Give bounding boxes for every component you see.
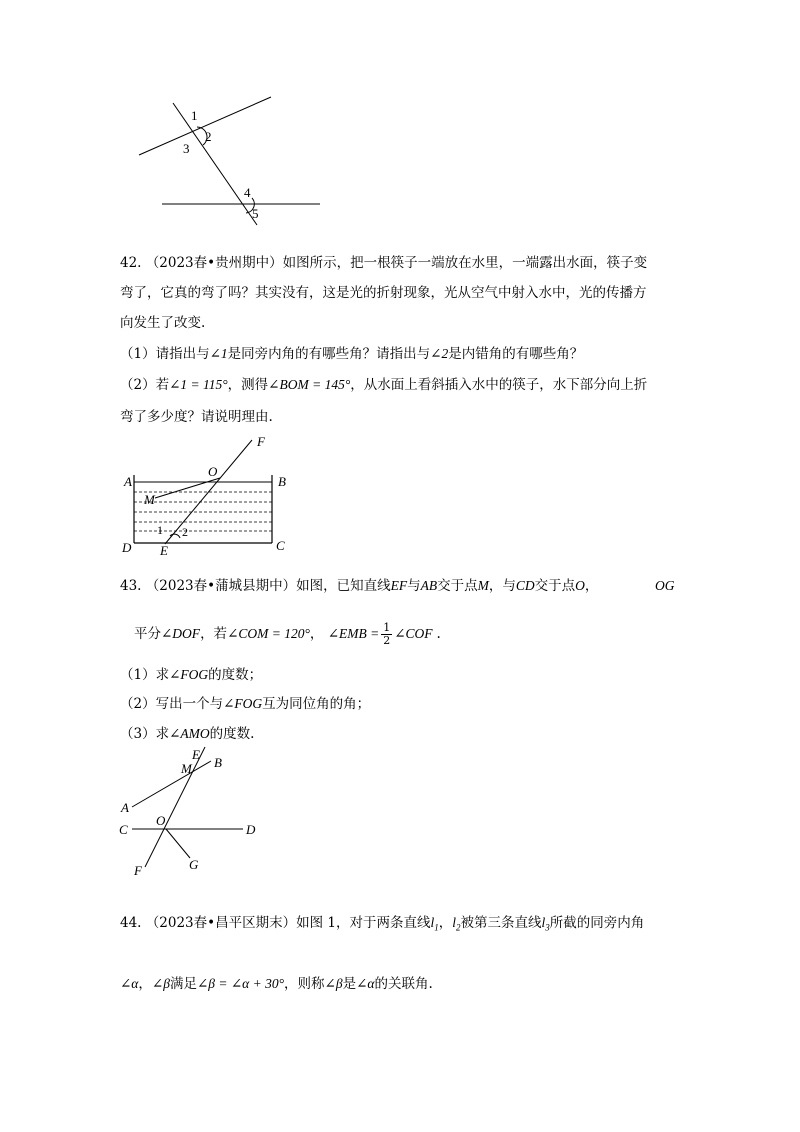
q43-text: 交于点 bbox=[437, 578, 478, 594]
q43-number: 43. bbox=[120, 578, 142, 594]
q42-part-2 bbox=[120, 375, 647, 395]
q44-beta: ∠β bbox=[324, 976, 343, 991]
label-M: M bbox=[144, 492, 155, 507]
fraction-denominator: 2 bbox=[383, 634, 391, 647]
q43-p2-text2: 互为同位角的角； bbox=[262, 696, 371, 712]
q44-beta: ∠β bbox=[151, 976, 170, 991]
q42-p1-angle2: ∠2 bbox=[430, 346, 449, 361]
q43-COF: ∠COF bbox=[394, 626, 433, 641]
q43-p1-angle: ∠FOG bbox=[169, 667, 209, 682]
q44-line-2 bbox=[120, 974, 433, 994]
chopstick-refracted bbox=[155, 478, 220, 498]
q43-text: ， bbox=[309, 626, 324, 642]
q44-text: 是 bbox=[342, 976, 357, 992]
label-F: F bbox=[134, 863, 142, 878]
q43-AB: AB bbox=[420, 578, 438, 593]
label-B: B bbox=[214, 755, 222, 770]
angle-label-2: 2 bbox=[205, 129, 212, 144]
q42-p1-text2: 是同旁内角的有哪些角？请指出与 bbox=[227, 346, 431, 362]
q43-part-2 bbox=[120, 694, 370, 714]
q43-source: （2023春•蒲城县期中） bbox=[145, 578, 297, 594]
angle-label-3: 3 bbox=[183, 141, 190, 156]
line-EF bbox=[145, 747, 205, 867]
q44-text: 如图 1，对于两条直线 bbox=[296, 915, 431, 931]
l1-letter: l bbox=[430, 915, 435, 930]
l3-letter: l bbox=[541, 915, 546, 930]
q43-p1-text: （1）求 bbox=[120, 667, 170, 683]
label-O: O bbox=[156, 813, 166, 828]
q42-part-2-line-2: 弯了多少度？请说明理由. bbox=[120, 409, 273, 425]
q43-text: ， bbox=[584, 578, 599, 594]
q44-text: ， bbox=[438, 915, 453, 931]
q44-alpha: ∠α bbox=[120, 976, 139, 991]
q43-text: . bbox=[436, 626, 441, 642]
line-AB bbox=[132, 761, 211, 807]
figure-intersecting-lines bbox=[0, 745, 800, 885]
angle-label-5: 5 bbox=[252, 206, 259, 221]
line-upper bbox=[139, 97, 271, 155]
q42-number: 42. bbox=[120, 255, 142, 271]
q43-OG: OG bbox=[655, 578, 675, 593]
line-l1 bbox=[430, 915, 439, 933]
fraction-one-half bbox=[381, 622, 392, 647]
label-E: E bbox=[160, 543, 168, 558]
q43-M: M bbox=[477, 578, 489, 593]
q43-text: ，若 bbox=[200, 626, 228, 642]
q44-text: 被第三条直线 bbox=[460, 915, 542, 931]
label-1: 1 bbox=[157, 523, 163, 537]
q43-CD: CD bbox=[515, 578, 535, 593]
q43-p2-text: （2）写出一个与 bbox=[120, 696, 224, 712]
q42-p1-angle1: ∠1 bbox=[209, 346, 228, 361]
q44-text: 所截的同旁内角 bbox=[549, 915, 645, 931]
label-2: 2 bbox=[182, 525, 188, 539]
q42-p1-text3: 是内错角的有哪些角？ bbox=[448, 346, 584, 362]
q42-source: （2023春•贵州期中） bbox=[145, 255, 283, 271]
q43-text: 如图，已知直线 bbox=[296, 578, 391, 594]
l1-subscript: 1 bbox=[434, 922, 439, 933]
q43-text: 与 bbox=[407, 578, 421, 594]
figure-transversal-angles bbox=[0, 0, 800, 240]
label-D: D bbox=[246, 822, 256, 837]
q44-alpha: ∠α bbox=[356, 976, 375, 991]
q42-p2-text2: ，测得 bbox=[227, 377, 269, 393]
q42-line-1 bbox=[120, 253, 647, 273]
q43-line-2 bbox=[134, 622, 441, 647]
q42-line-3: 向发生了改变. bbox=[120, 315, 206, 331]
q43-EMB: ∠EMB = bbox=[327, 626, 380, 641]
ray-OG bbox=[166, 829, 190, 858]
figure-chopstick-in-water bbox=[0, 430, 800, 560]
q42-p2-text3: ，从水面上看斜插入水中的筷子，水下部分向上折 bbox=[350, 377, 648, 393]
l2-subscript: 2 bbox=[456, 922, 461, 933]
q43-part-1 bbox=[120, 665, 262, 685]
q43-p1-text2: 的度数； bbox=[208, 667, 263, 683]
q43-DOF: ∠DOF bbox=[161, 626, 201, 641]
fraction-numerator: 1 bbox=[383, 621, 391, 634]
label-O: O bbox=[208, 464, 218, 479]
label-G: G bbox=[189, 857, 199, 872]
q42-p2-eq2: ∠BOM = 145° bbox=[268, 377, 351, 392]
line-l2 bbox=[452, 915, 461, 933]
q43-p3-angle: ∠AMO bbox=[169, 726, 210, 741]
q43-p2-angle: ∠FOG bbox=[223, 696, 263, 711]
label-E: E bbox=[192, 747, 200, 762]
angle-label-1: 1 bbox=[191, 108, 198, 123]
q44-source: （2023春•昌平区期末） bbox=[145, 915, 297, 931]
q44-text: 满足 bbox=[169, 976, 197, 992]
q43-EF: EF bbox=[390, 578, 408, 593]
q44-text: ，则称 bbox=[284, 976, 325, 992]
q43-text: ，与 bbox=[488, 578, 516, 594]
q44-number: 44. bbox=[120, 915, 142, 931]
q42-part-1 bbox=[120, 344, 583, 364]
q44-text: 的关联角. bbox=[374, 976, 433, 992]
label-M: M bbox=[181, 761, 192, 776]
q43-p3-text2: 的度数. bbox=[209, 726, 255, 742]
q43-text: 交于点 bbox=[534, 578, 576, 594]
q42-p2-eq1: ∠1 = 115° bbox=[169, 377, 228, 392]
q43-p3-text: （3）求 bbox=[120, 726, 170, 742]
label-B: B bbox=[278, 474, 286, 489]
q43-part-3 bbox=[120, 724, 254, 744]
label-A: A bbox=[121, 800, 129, 815]
l2-letter: l bbox=[452, 915, 457, 930]
label-F: F bbox=[257, 434, 265, 449]
label-C: C bbox=[276, 538, 285, 553]
q42-p2-text: （2）若 bbox=[120, 377, 170, 393]
q42-p1-text: （1）请指出与 bbox=[120, 346, 210, 362]
q43-COM: ∠COM = 120° bbox=[227, 626, 310, 641]
q42-line-2: 弯了，它真的弯了吗？其实没有，这是光的折射现象，光从空气中射入水中，光的传播方 bbox=[120, 285, 647, 301]
chopstick-above bbox=[165, 440, 252, 544]
label-A: A bbox=[124, 474, 132, 489]
q44-text: ， bbox=[138, 976, 152, 992]
line-l3 bbox=[541, 915, 550, 933]
angle-label-4: 4 bbox=[244, 185, 251, 200]
label-C: C bbox=[119, 822, 128, 837]
q43-line-1 bbox=[120, 576, 598, 596]
label-D: D bbox=[122, 540, 132, 555]
q43-O: O bbox=[575, 578, 585, 593]
q44-line-1 bbox=[120, 913, 644, 938]
q44-equation: ∠β = ∠α + 30° bbox=[196, 976, 285, 991]
q42-text-1: 如图所示，把一根筷子一端放在水里，一端露出水面，筷子变 bbox=[282, 255, 648, 271]
q43-text: 平分 bbox=[134, 626, 161, 642]
l3-subscript: 3 bbox=[545, 922, 550, 933]
